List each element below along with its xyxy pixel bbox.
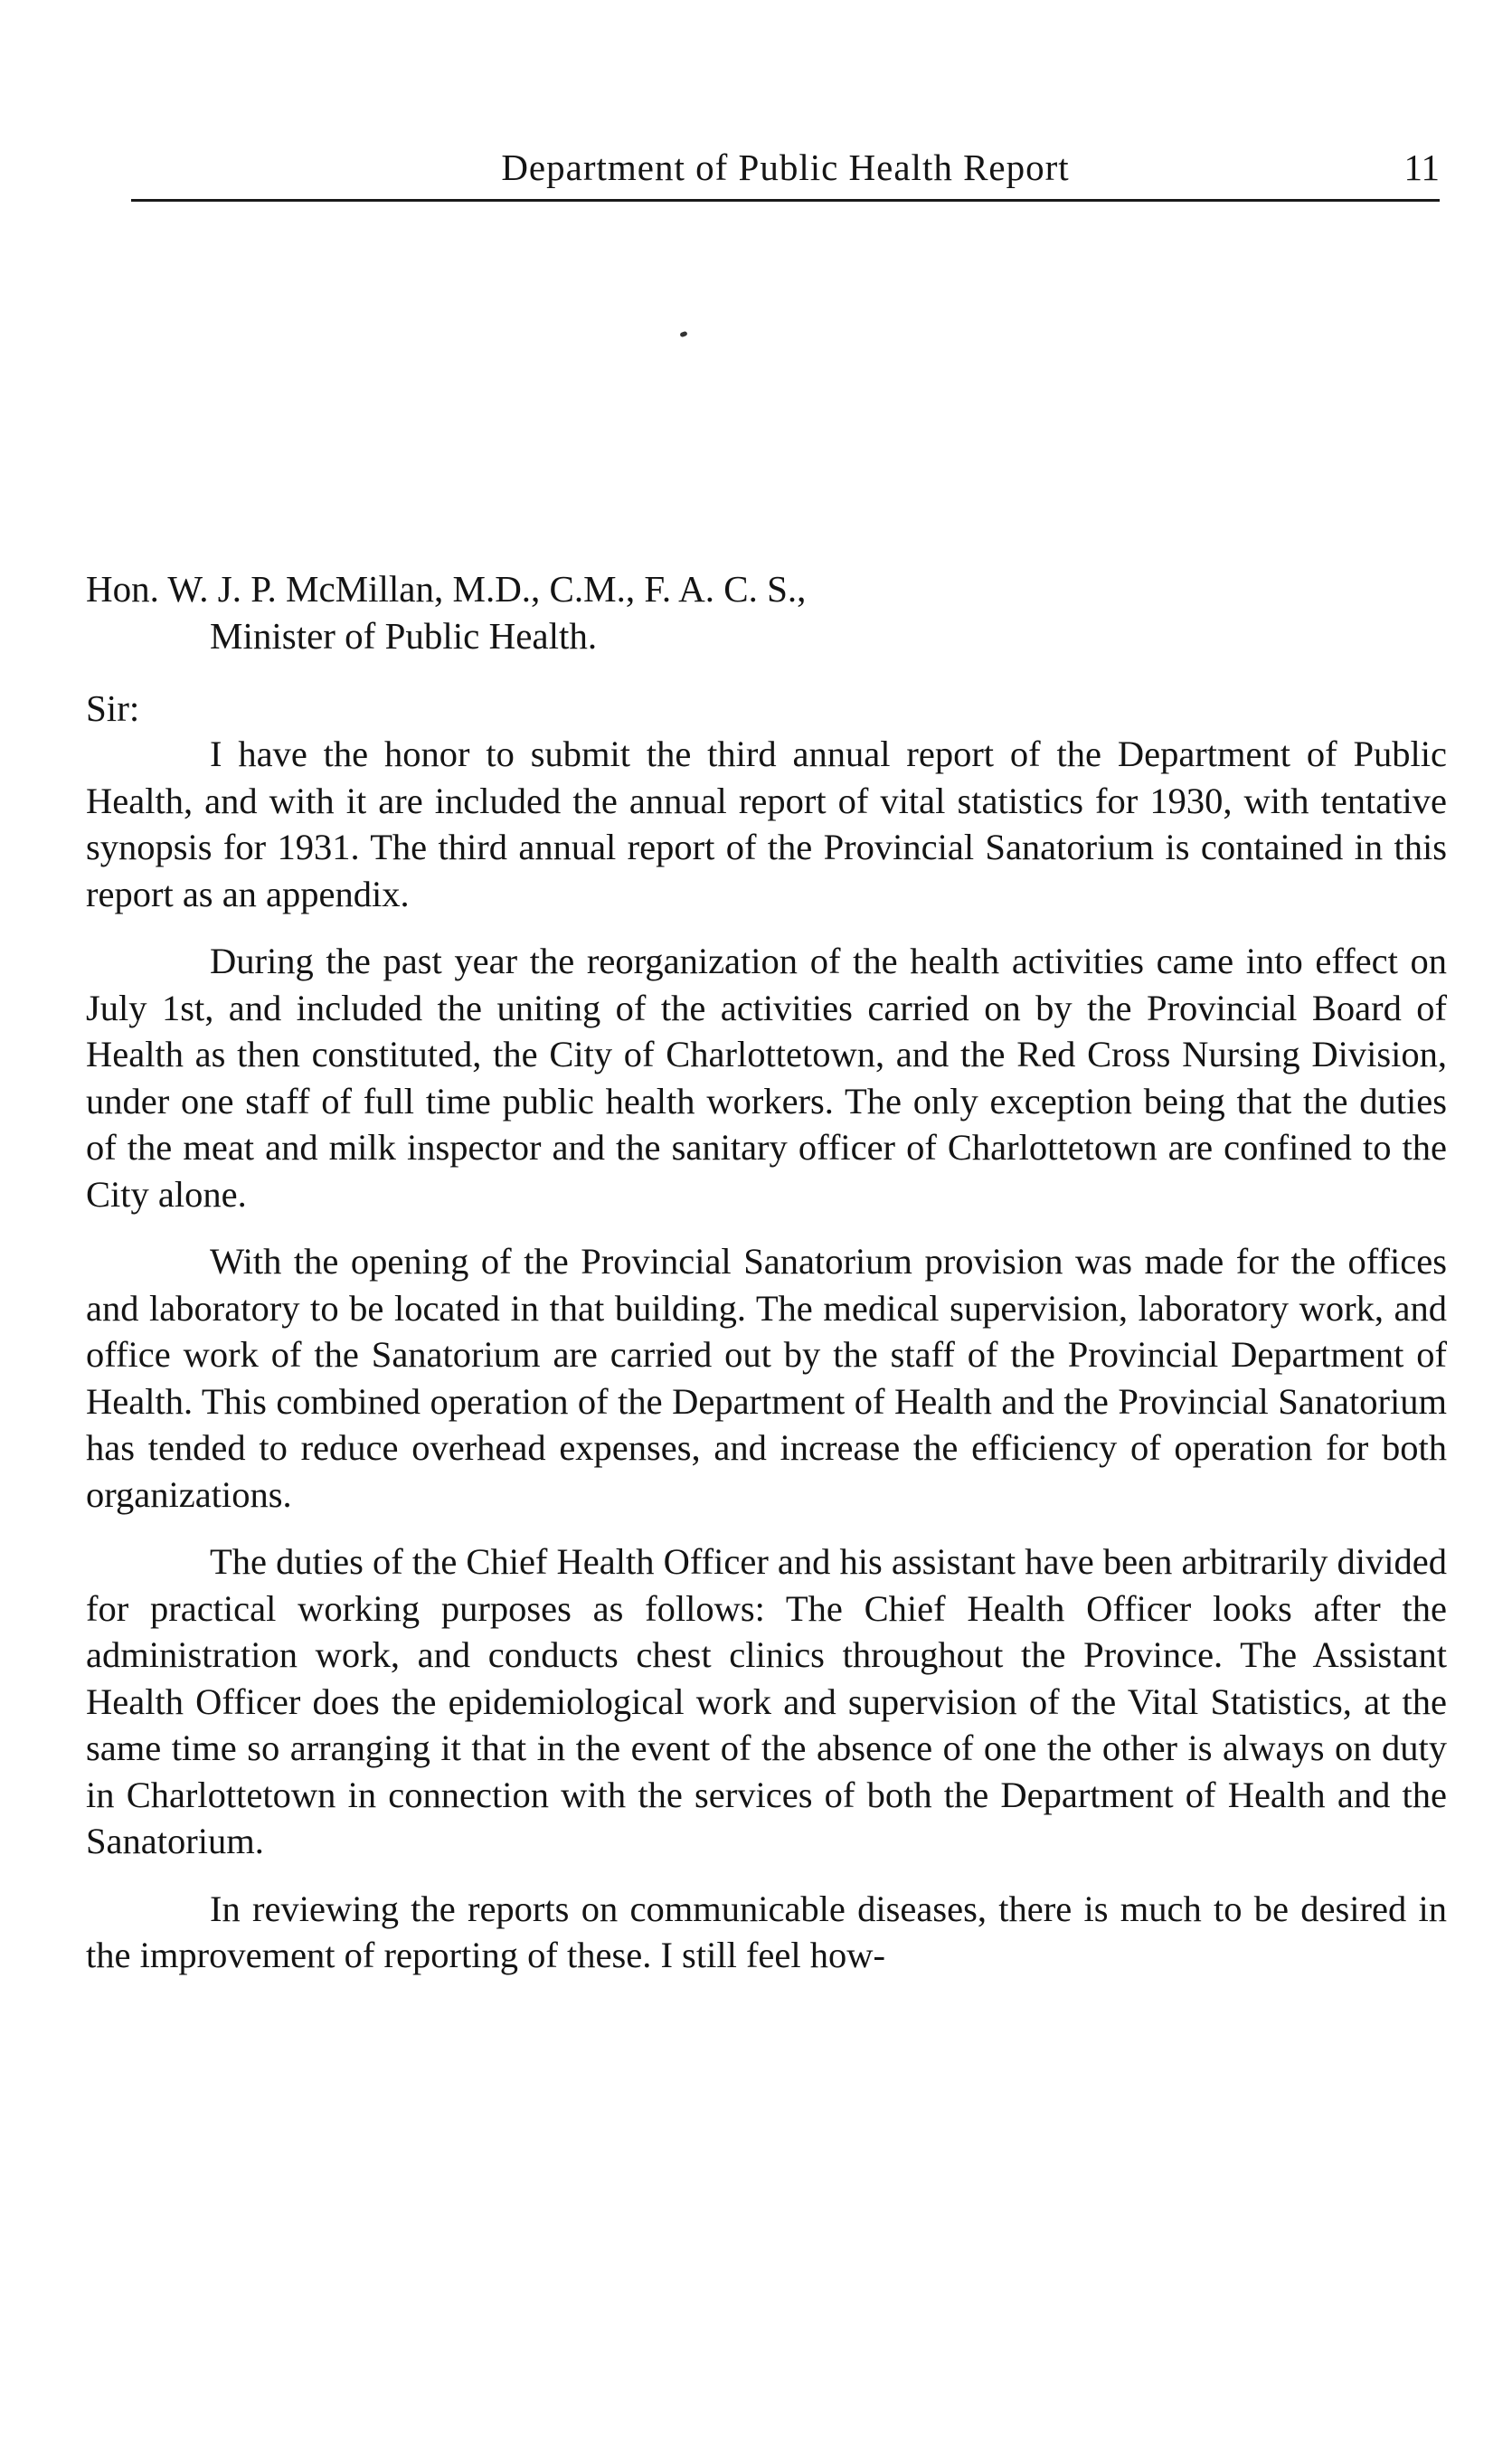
paragraph: The duties of the Chief Health Officer and his assistant have been arbitrarily divided for practical working purposes as follows: The Chief Health Officer looks after the administration work, and conducts chest clinics throughout the Province. The Assistant Health Officer does the epidemiological work and supervision of the Vital Statistics, at the same time so arranging it that in the event of the absence of one the other is always on duty in Charlottetown in connection with the services of both the Department of Health and the Sanatorium.	[86, 1541, 1447, 1861]
running-header	[131, 136, 1440, 199]
paragraph: In reviewing the reports on communicable diseases, there is much to be desired in the improvement of reporting of these. I still feel how-	[86, 1888, 1447, 1975]
salutation: Sir:	[86, 687, 140, 729]
header-title: Department of Public Health Report	[501, 147, 1070, 188]
paragraph: I have the honor to submit the third annual report of the Department of Public Health, and with it are included the annual report of vital statistics for 1930, with tentative synopsis for 1931. The third annual report of the Provincial Sanatorium is contained in this report as an appendix.	[86, 734, 1447, 914]
paragraph: During the past year the reorganization of the health activities came into effect on July 1st, and included the uniting of the activities carried on by the Provincial Board of Health as then constituted, the City of Charlottetown, and the Red Cross Nursing Division, under one staff of full time public health workers. The only exception being that the duties of the meat and milk inspector and the sanitary officer of Charlottetown are confined to the City alone.	[86, 941, 1447, 1215]
addressee-title: Minister of Public Health.	[210, 615, 598, 657]
header-rule	[131, 199, 1440, 202]
addressee-block	[86, 565, 1442, 659]
ink-speck	[679, 331, 687, 337]
paragraph: With the opening of the Provincial Sanatorium provision was made for the offices and laboratory to be located in that building. The medical supervision, laboratory work, and office work of the Sanatorium are carried out by the staff of the Provincial Department of Health. This combined operation of the Department of Health and the Provincial Sanatorium has tended to reduce overhead expenses, and increase the efficiency of operation for both organizations.	[86, 1241, 1447, 1515]
letter-body	[86, 731, 1447, 2000]
page-number: 11	[1403, 147, 1440, 188]
addressee-name: Hon. W. J. P. McMillan, M.D., C.M., F. A. C. S.,	[86, 568, 807, 610]
